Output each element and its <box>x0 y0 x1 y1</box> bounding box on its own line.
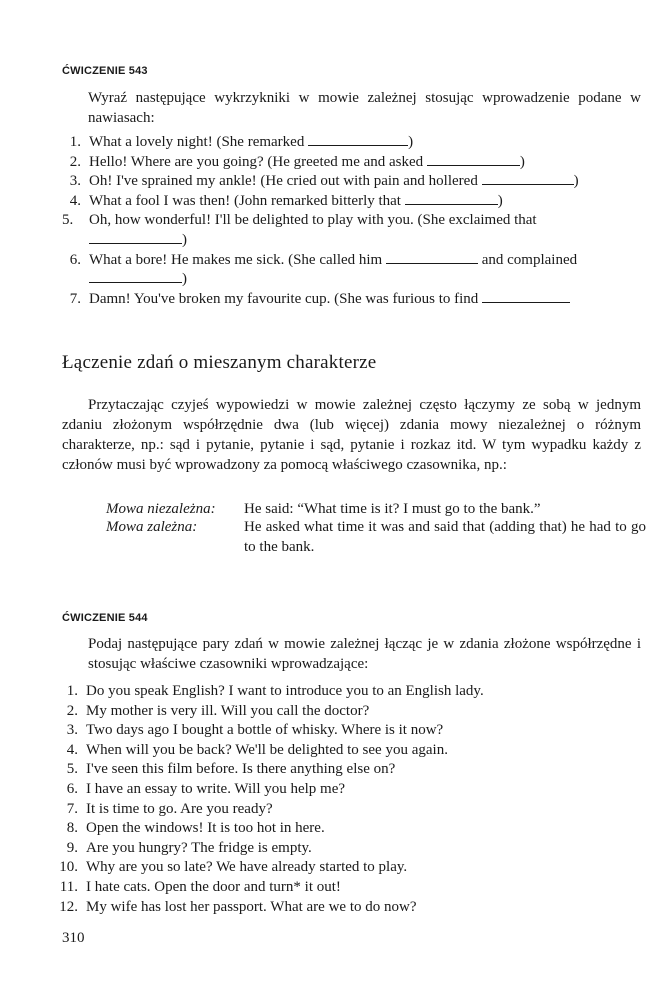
exercise-543-instruction: Wyraź następujące wykrzykniki w mowie zależnej stosując wprowadzenie podane w nawiasach: <box>88 90 641 126</box>
list-item: 4. What a fool I was then! (John remarked bitterly that ) <box>69 192 503 209</box>
list-item: 3. Two days ago I bought a bottle of whisky. Where is it now? <box>66 722 444 739</box>
page-number: 310 <box>62 930 85 946</box>
exercise-543-heading: ĆWICZENIE 543 <box>62 65 148 77</box>
answer-blank <box>308 133 408 146</box>
list-item: 5. Oh, how wonderful! I'll be delighted to play with you. (She exclaimed that ) <box>62 212 537 248</box>
example-reported-label: Mowa zależna: <box>106 519 198 535</box>
list-item: 8. Open the windows! It is too hot in here. <box>66 820 325 837</box>
section-paragraph: Przytaczając czyjeś wypowiedzi w mowie zależnej często łączymy ze sobą w jednym zdaniu złożonym współrzędnie dwa (lub więcej) zdania mowy niezależnej o różnym charakterze, np.: sąd i pytanie, pytanie i sąd, pytanie i rozkaz itd. W tym wypadku każdy z członów musi być wprowadzony za pomocą właściwego czasownika, np.: <box>62 397 641 473</box>
exercise-544-list <box>58 682 641 917</box>
list-item: 9. Are you hungry? The fridge is empty. <box>66 839 312 856</box>
list-item: 3. Oh! I've sprained my ankle! (He cried out with pain and hollered ) <box>69 173 579 190</box>
answer-blank <box>89 231 182 244</box>
example-direct-label: Mowa niezależna: <box>106 501 216 517</box>
answer-blank <box>482 172 574 185</box>
answer-blank <box>386 251 478 264</box>
answer-blank <box>427 153 520 166</box>
answer-blank <box>405 192 498 205</box>
list-item: 7. It is time to go. Are you ready? <box>66 800 273 817</box>
example-reported-text: He asked what time it was and said that (adding that) he had to go to the bank. <box>244 519 646 555</box>
list-item: 10. Why are you so late? We have already started to play. <box>59 859 408 876</box>
exercise-544-heading: ĆWICZENIE 544 <box>62 612 148 624</box>
list-item: 6. I have an essay to write. Will you help me? <box>66 780 346 797</box>
answer-blank <box>89 270 182 283</box>
answer-blank <box>482 290 570 303</box>
list-item: 4. When will you be back? We'll be delighted to see you again. <box>66 741 448 758</box>
list-item: 1. Do you speak English? I want to introduce you to an English lady. <box>66 683 484 699</box>
list-item: 1. What a lovely night! (She remarked ) <box>69 134 414 150</box>
list-item: 2. Hello! Where are you going? (He greeted me and asked ) <box>69 153 525 170</box>
section-title: Łączenie zdań o mieszanym charakterze <box>62 352 377 373</box>
list-item: 6. What a bore! He makes me sick. (She called him and complained ) <box>69 251 578 288</box>
list-item: 2. My mother is very ill. Will you call the doctor? <box>66 702 370 719</box>
example-direct-text: He said: “What time is it? I must go to the bank.” <box>244 501 541 517</box>
exercise-544-instruction: Podaj następujące pary zdań w mowie zależnej łącząc je w zdania złożone współrzędne i stosując właściwe czasowniki wprowadzające: <box>88 636 641 672</box>
list-item: 7. Damn! You've broken my favourite cup. (She was furious to find <box>62 290 641 310</box>
example-block <box>106 499 646 563</box>
list-item: 12. My wife has lost her passport. What are we to do now? <box>59 898 417 915</box>
list-item: 11. I hate cats. Open the door and turn* it out! <box>59 878 341 895</box>
exercise-543-list <box>62 133 641 309</box>
list-item: 5. I've seen this film before. Is there anything else on? <box>66 761 396 778</box>
